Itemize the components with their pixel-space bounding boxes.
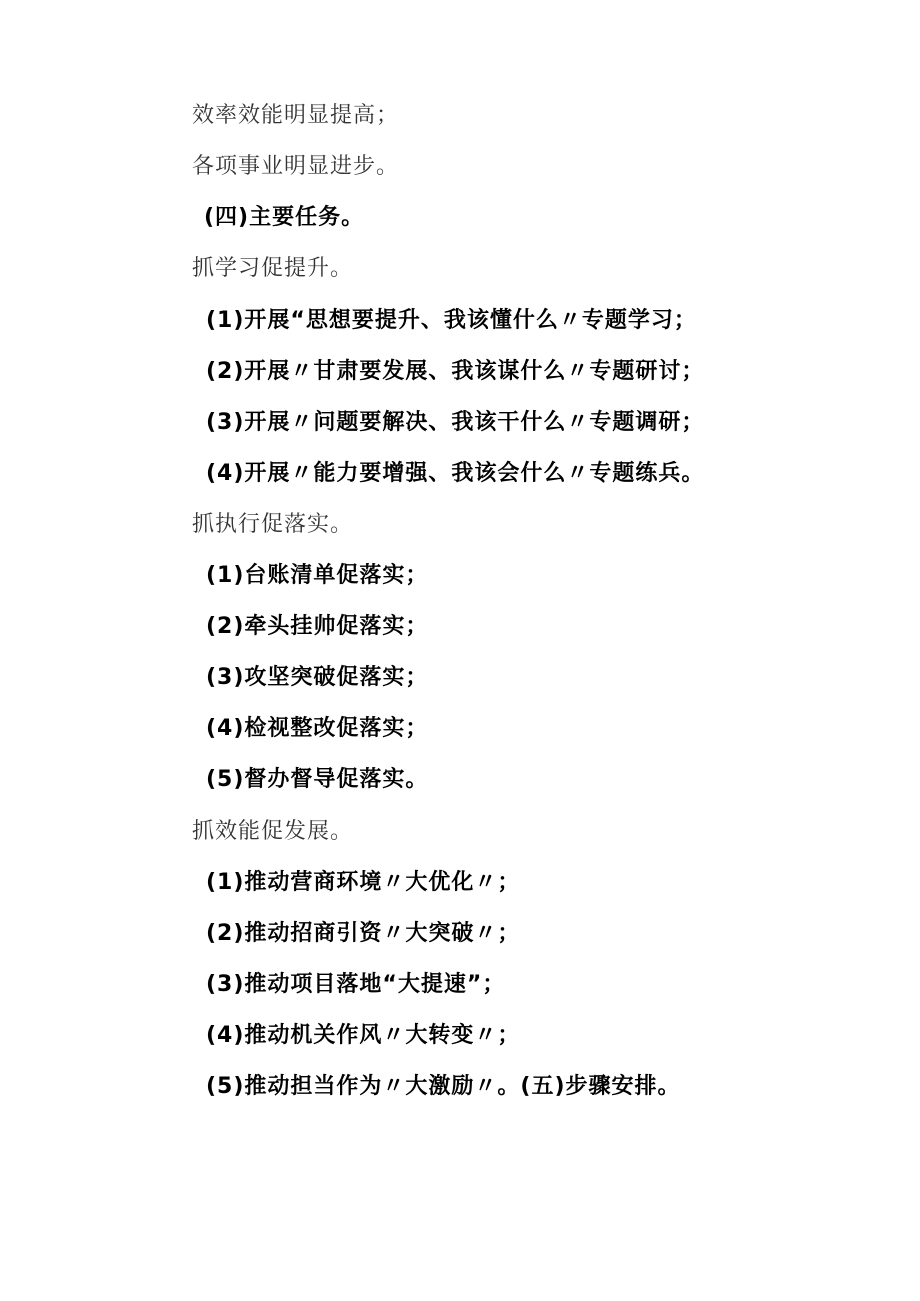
list-item-execution-3: (3)攻坚突破促落实； (206, 665, 429, 690)
list-item-study-1: (1)开展“思想要提升、我该懂什么〃专题学习； (206, 308, 697, 333)
list-item-study-3: (3)开展〃问题要解决、我该干什么〃专题调研； (206, 410, 705, 435)
list-item-study-4: (4)开展〃能力要增强、我该会什么〃专题练兵。 (206, 461, 705, 486)
subheading-execution: 抓执行促落实。 (192, 512, 354, 537)
section-heading-main-tasks: (四)主要任务。 (204, 205, 365, 230)
list-item-execution-1: (1)台账清单促落实； (206, 563, 429, 588)
subheading-efficiency: 抓效能促发展。 (192, 819, 354, 844)
list-item-efficiency-3: (3)推动项目落地“大提速”； (206, 972, 506, 997)
list-item-execution-4: (4)检视整改促落实； (206, 716, 429, 741)
list-item-efficiency-5: (5)推动担当作为〃大激励〃。(五)步骤安排。 (206, 1074, 681, 1099)
text-line-2: 各项事业明显进步。 (192, 154, 400, 179)
list-item-efficiency-4: (4)推动机关作风〃大转变〃； (206, 1023, 521, 1048)
list-item-execution-5: (5)督办督导促落实。 (206, 767, 429, 792)
subheading-study: 抓学习促提升。 (192, 256, 354, 281)
text-line-1: 效率效能明显提高； (192, 103, 400, 128)
list-item-efficiency-2: (2)推动招商引资〃大突破〃； (206, 921, 521, 946)
list-item-study-2: (2)开展〃甘肃要发展、我该谋什么〃专题研讨； (206, 359, 705, 384)
list-item-efficiency-1: (1)推动营商环境〃大优化〃； (206, 870, 521, 895)
list-item-execution-2: (2)牵头挂帅促落实； (206, 614, 429, 639)
